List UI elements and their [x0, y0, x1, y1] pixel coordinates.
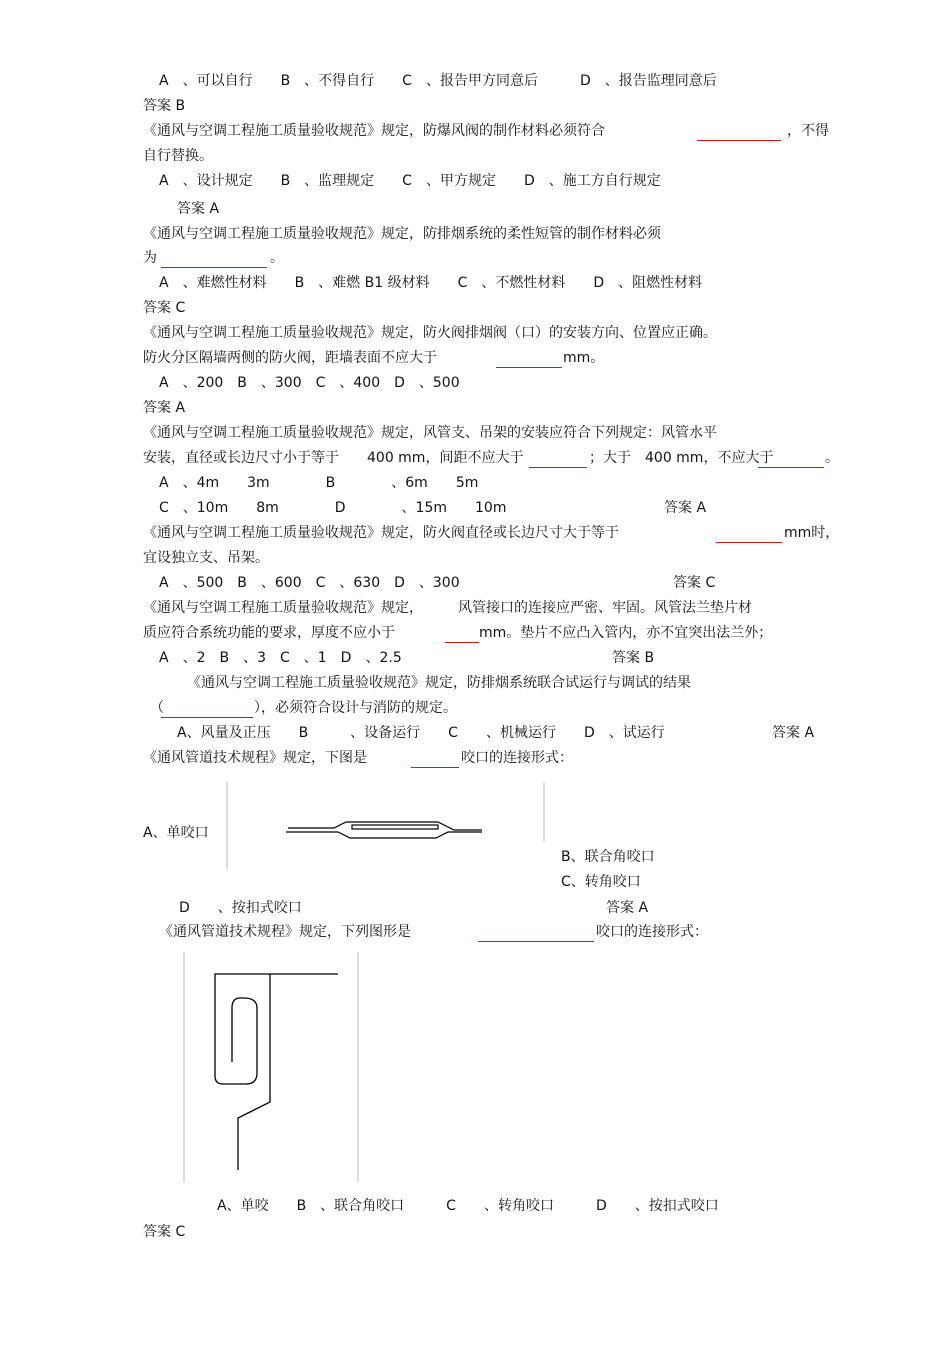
q2-stem-tail: ，不得: [787, 123, 829, 139]
q9-option-d: D 、按扣式咬口: [179, 900, 302, 916]
q1-answer: 答案 B: [143, 98, 186, 114]
q5-stem-end: 。: [825, 450, 839, 466]
q4-options: A 、200 B 、300 C 、400 D 、500: [159, 375, 460, 391]
q5-stem-line2: 安装，直径或长边尺寸小于等于 400 mm，间距不应大于: [143, 450, 524, 466]
q6-stem-line2: 宜设独立支、吊架。: [143, 550, 269, 566]
q3-answer: 答案 C: [143, 300, 186, 316]
q6-answer: 答案 C: [673, 575, 716, 591]
q5-blank-1: [529, 467, 587, 468]
q4-unit: mm。: [563, 350, 605, 366]
q10-options: A、单咬 B 、联合角咬口 C 、转角咬口 D 、按扣式咬口: [217, 1198, 719, 1214]
q6-options: A 、500 B 、600 C 、630 D 、300: [159, 575, 460, 591]
q7-answer: 答案 B: [612, 650, 655, 666]
q3-options: A 、难燃性材料 B 、难燃 B1 级材料 C 、不燃性材料 D 、阻燃性材料: [159, 275, 703, 291]
q2-answer: 答案 A: [177, 201, 220, 217]
q10-stem: 《通风管道技术规程》规定，下列图形是: [159, 924, 411, 940]
q4-answer: 答案 A: [143, 400, 186, 416]
corner-seam-figure: [182, 952, 362, 1184]
q9-option-b: B、联合角咬口: [561, 849, 655, 865]
q9-blank: [411, 767, 459, 768]
q7-stem: 《通风与空调工程施工质量验收规范》规定， 风管接口的连接应严密、牢固。风管法兰垫片材: [143, 600, 752, 616]
q3-stem-line2: 为: [143, 250, 157, 266]
q10-blank: [478, 941, 594, 942]
q3-stem-end: 。: [270, 250, 284, 266]
q9-option-a: A、单咬口: [143, 825, 209, 841]
q9-stem-tail: 咬口的连接形式：: [461, 750, 573, 766]
q8-stem: 《通风与空调工程施工质量验收规范》规定，防排烟系统联合试运行与调试的结果: [187, 675, 691, 691]
single-seam-figure: [226, 782, 548, 872]
q9-answer: 答案 A: [606, 900, 649, 916]
q2-stem-line2: 自行替换。: [143, 148, 213, 164]
q1-options: A 、可以自行 B 、不得自行 C 、报告甲方同意后 D 、报告监理同意后: [159, 73, 717, 89]
q5-options-ab: A 、4m 3m B 、6m 5m: [159, 475, 479, 491]
q3-stem: 《通风与空调工程施工质量验收规范》规定，防排烟系统的柔性短管的制作材料必须: [143, 226, 661, 242]
q10-stem-tail: 咬口的连接形式：: [596, 924, 708, 940]
q8-blank: [161, 717, 253, 718]
q2-blank: [697, 140, 781, 141]
q7-blank: [445, 642, 479, 643]
q8-options: A、风量及正压 B 、设备运行 C 、机械运行 D 、试运行: [177, 725, 665, 741]
q6-stem: 《通风与空调工程施工质量验收规范》规定，防火阀直径或长边尺寸大于等于: [143, 525, 619, 541]
q8-paren-open: （: [150, 700, 164, 716]
q2-options: A 、设计规定 B 、监理规定 C 、甲方规定 D 、施工方自行规定: [159, 173, 661, 189]
q4-stem-line2: 防火分区隔墙两侧的防火阀，距墙表面不应大于: [143, 350, 437, 366]
q7-stem-line2: 质应符合系统功能的要求，厚度不应小于: [143, 625, 395, 641]
q3-blank: [161, 267, 267, 268]
q10-answer: 答案 C: [143, 1224, 186, 1240]
q6-unit: mm时，: [784, 525, 840, 541]
q5-options-cd: C 、10m 8m D 、15m 10m: [159, 500, 507, 516]
q2-stem: 《通风与空调工程施工质量验收规范》规定，防爆风阀的制作材料必须符合: [143, 123, 605, 139]
q6-blank: [716, 542, 782, 543]
q9-stem: 《通风管道技术规程》规定，下图是: [143, 750, 367, 766]
q7-options: A 、2 B 、3 C 、1 D 、2.5: [159, 650, 402, 666]
q4-blank: [496, 367, 562, 368]
q5-stem: 《通风与空调工程施工质量验收规范》规定，风管支、吊架的安装应符合下列规定：风管水平: [143, 425, 717, 441]
q7-stem-tail: mm。垫片不应凸入管内，亦不宜突出法兰外；: [479, 625, 773, 641]
q5-answer: 答案 A: [664, 500, 707, 516]
q5-stem-mid: ；大于 400 mm，不应大于: [589, 450, 774, 466]
q9-option-c: C、转角咬口: [561, 874, 641, 890]
q8-answer: 答案 A: [772, 725, 815, 741]
q4-stem: 《通风与空调工程施工质量验收规范》规定，防火阀排烟阀（口）的安装方向、位置应正确。: [143, 325, 717, 341]
q8-stem-tail: ），必须符合设计与消防的规定。: [254, 700, 457, 716]
q5-blank-2: [758, 467, 824, 468]
